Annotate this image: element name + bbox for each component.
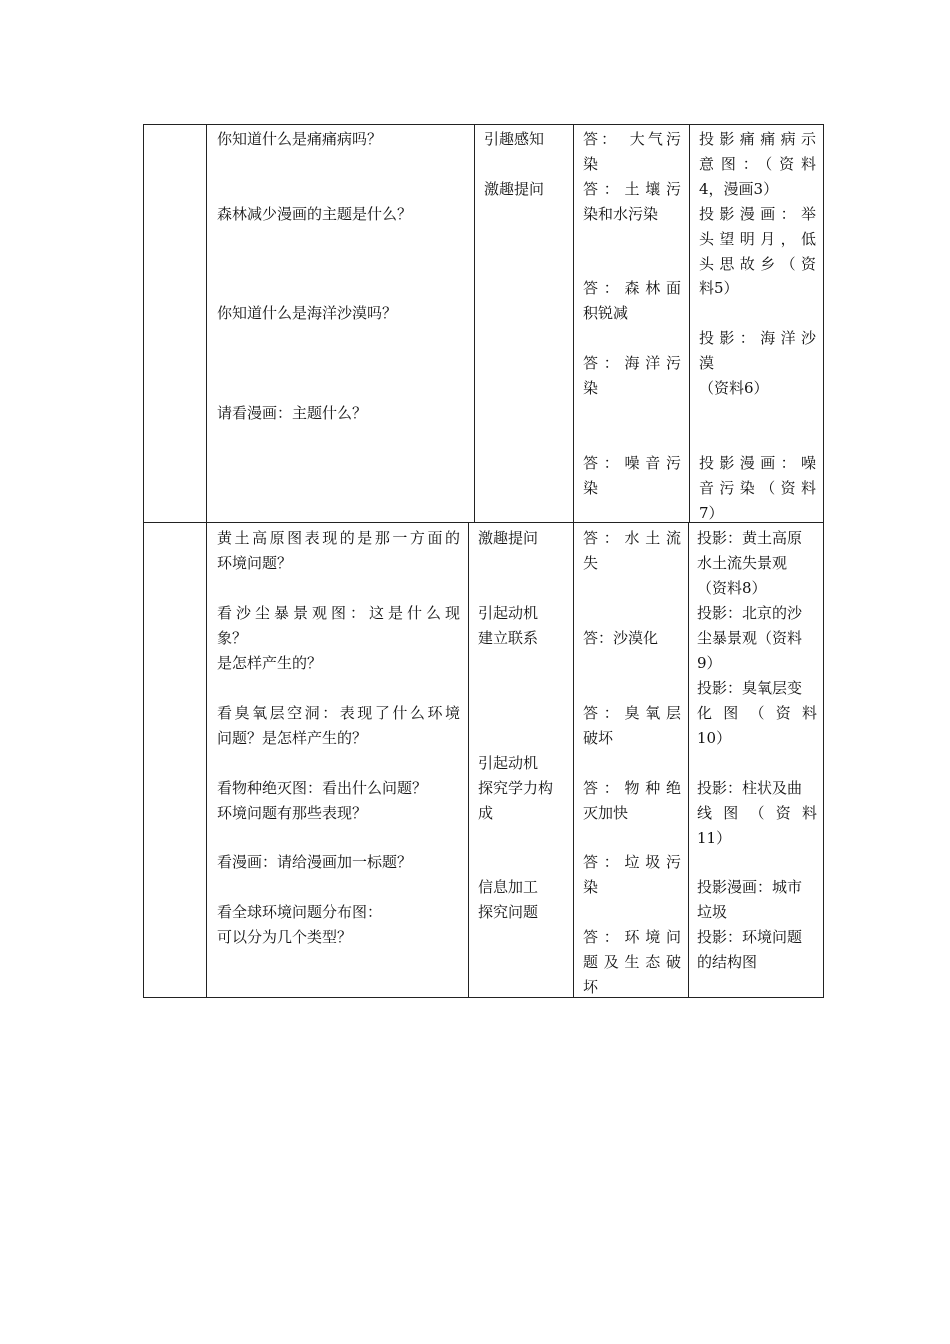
answer-text: 答：噪音污 bbox=[583, 454, 681, 472]
answer-text: 染 bbox=[583, 379, 599, 397]
answer-text: 坏 bbox=[583, 978, 599, 996]
media-text: 漠 bbox=[699, 354, 715, 372]
answer-text: 染 bbox=[583, 155, 599, 173]
answer-text: 染 bbox=[583, 878, 599, 896]
media-text: 投影：臭氧层变 bbox=[697, 679, 803, 697]
media-text: （资料8） bbox=[697, 579, 767, 597]
column-divider bbox=[573, 523, 574, 997]
media-text: 头望明月，低 bbox=[699, 230, 816, 248]
column-divider bbox=[468, 523, 469, 997]
media-text: 意图：（资料 bbox=[699, 155, 816, 173]
media-text: （资料6） bbox=[699, 379, 769, 397]
question-text: 环境问题有那些表现？ bbox=[217, 804, 368, 822]
method-text: 探究问题 bbox=[478, 903, 539, 921]
question-text: 环境问题？ bbox=[217, 554, 293, 572]
method-text: 激趣提问 bbox=[478, 529, 539, 547]
media-text: 投影痛痛病示 bbox=[699, 130, 816, 148]
media-text: 投影漫画：举 bbox=[699, 205, 816, 223]
method-text: 引起动机 bbox=[478, 604, 539, 622]
media-text: 水土流失景观 bbox=[697, 554, 788, 572]
column-divider bbox=[573, 125, 574, 522]
media-text: 垃圾 bbox=[697, 903, 728, 921]
answer-text: 答：土壤污 bbox=[583, 180, 681, 198]
table-row bbox=[143, 522, 824, 998]
question-text: 象？ bbox=[217, 629, 248, 647]
answer-text: 染 bbox=[583, 479, 599, 497]
answer-text: 答： 大气污 bbox=[583, 130, 681, 148]
question-text: 你知道什么是海洋沙漠吗？ bbox=[217, 304, 398, 322]
media-text: 尘暴景观（资料 bbox=[697, 629, 803, 647]
answer-text: 题及生态破 bbox=[583, 953, 681, 971]
method-text: 激趣提问 bbox=[484, 180, 545, 198]
table-row bbox=[143, 124, 824, 523]
media-text: 投影：黄土高原 bbox=[697, 529, 803, 547]
question-text: 看全球环境问题分布图： bbox=[217, 903, 383, 921]
question-text: 可以分为几个类型？ bbox=[217, 928, 353, 946]
answer-text: 答：环境问 bbox=[583, 928, 681, 946]
question-text: 黄土高原图表现的是那一方面的 bbox=[217, 529, 460, 547]
answer-text: 答：森林面 bbox=[583, 279, 681, 297]
method-text: 成 bbox=[478, 804, 494, 822]
media-text: 投影：环境问题 bbox=[697, 928, 803, 946]
column-divider bbox=[206, 523, 207, 997]
question-text: 是怎样产生的？ bbox=[217, 654, 323, 672]
media-text: 11） bbox=[697, 829, 732, 847]
method-text: 建立联系 bbox=[478, 629, 539, 647]
column-divider bbox=[206, 125, 207, 522]
answer-text: 染和水污染 bbox=[583, 205, 659, 223]
answer-text: 失 bbox=[583, 554, 599, 572]
media-text: 投影：海洋沙 bbox=[699, 329, 816, 347]
question-text: 问题？是怎样产生的？ bbox=[217, 729, 368, 747]
method-text: 探究学力构 bbox=[478, 779, 554, 797]
answer-text: 答：物种绝 bbox=[583, 779, 681, 797]
media-text: 的结构图 bbox=[697, 953, 758, 971]
answer-text: 积锐减 bbox=[583, 304, 629, 322]
media-text: 投影漫画：噪 bbox=[699, 454, 816, 472]
media-text: 投影：柱状及曲 bbox=[697, 779, 803, 797]
answer-text: 答：水土流 bbox=[583, 529, 681, 547]
question-text: 森林减少漫画的主题是什么？ bbox=[217, 205, 413, 223]
question-text: 看物种绝灭图：看出什么问题？ bbox=[217, 779, 428, 797]
media-text: 线图（资料 bbox=[697, 804, 817, 822]
media-text: 投影：北京的沙 bbox=[697, 604, 803, 622]
media-text: 10） bbox=[697, 729, 732, 747]
question-text: 看沙尘暴景观图：这是什么现 bbox=[217, 604, 460, 622]
media-text: 料5） bbox=[699, 279, 739, 297]
media-text: 音污染（资料 bbox=[699, 479, 816, 497]
answer-text: 破坏 bbox=[583, 729, 614, 747]
column-divider bbox=[688, 523, 689, 997]
question-text: 看漫画：请给漫画加一标题？ bbox=[217, 853, 413, 871]
media-text: 7） bbox=[699, 504, 724, 522]
answer-text: 答：垃圾污 bbox=[583, 853, 681, 871]
column-divider bbox=[689, 125, 690, 522]
media-text: 化图（资料 bbox=[697, 704, 817, 722]
question-text: 请看漫画：主题什么？ bbox=[217, 404, 368, 422]
answer-text: 答：沙漠化 bbox=[583, 629, 659, 647]
method-text: 信息加工 bbox=[478, 878, 539, 896]
answer-text: 答：海洋污 bbox=[583, 354, 681, 372]
column-divider bbox=[474, 125, 475, 522]
media-text: 9） bbox=[697, 654, 722, 672]
media-text: 投影漫画：城市 bbox=[697, 878, 803, 896]
method-text: 引趣感知 bbox=[484, 130, 545, 148]
method-text: 引起动机 bbox=[478, 754, 539, 772]
question-text: 你知道什么是痛痛病吗？ bbox=[217, 130, 383, 148]
answer-text: 灭加快 bbox=[583, 804, 629, 822]
media-text: 4，漫画3） bbox=[699, 180, 779, 198]
answer-text: 答：臭氧层 bbox=[583, 704, 681, 722]
media-text: 头思故乡（资 bbox=[699, 255, 816, 273]
question-text: 看臭氧层空洞：表现了什么环境 bbox=[217, 704, 460, 722]
